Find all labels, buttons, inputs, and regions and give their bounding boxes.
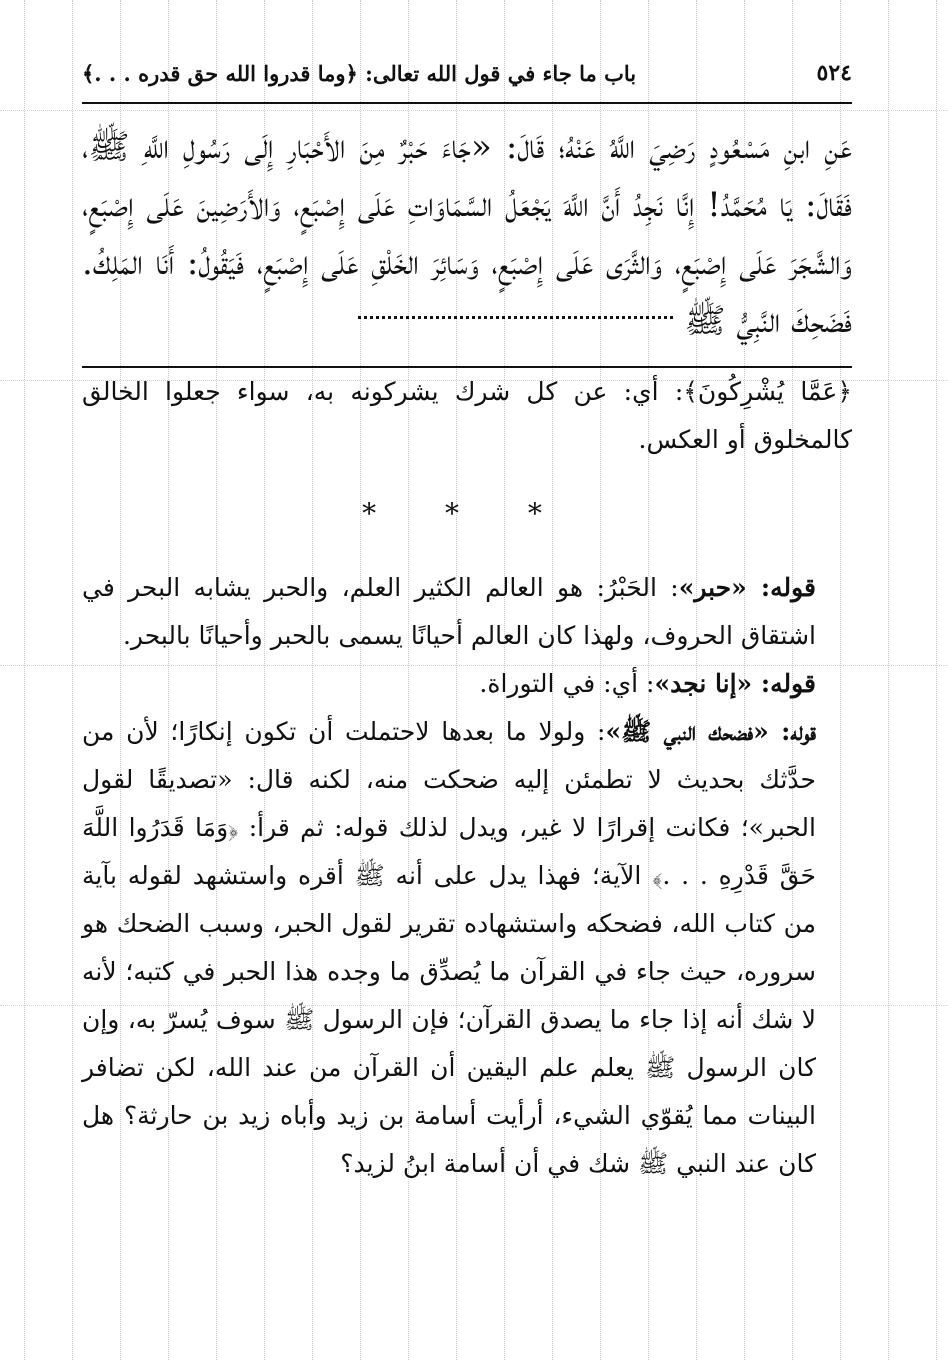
paragraph-1-lead: قوله: «حبر»: [678, 573, 816, 602]
footnote-paragraph: ﴿عَمَّا يُشْرِكُونَ﴾: أي: عن كل شرك يشركونه به، سواء جعلوا الخالق كالمخلوق أو العكس.: [82, 377, 852, 454]
paragraph-1-text: : الحَبْرُ: هو العالم الكثير العلم، والحبر يشابه البحر في اشتقاق الحروف، ولهذا كان العالم أحيانًا يسمى بالحبر وأحيانًا بالبحر.: [82, 573, 816, 650]
paragraph-2-lead: قوله: «إنا نجد»: [654, 669, 816, 698]
page-number: ٥٢٤: [816, 60, 852, 86]
running-title: باب ما جاء في قول الله تعالى: ﴿وما قدروا الله حق قدره . . .﴾: [82, 60, 637, 86]
section-separator: * * *: [362, 497, 572, 530]
paragraph-3-lead: قوله: «فضحك النبي ﷺ»: [605, 717, 816, 746]
hadith-block: [82, 104, 852, 360]
book-page: [82, 52, 852, 1188]
continuation-dots: [358, 316, 673, 319]
running-header: [82, 52, 852, 94]
paragraph-2-text: : أي: في التوراة.: [479, 669, 655, 698]
hadith-text: عَنِ ابنِ مَسْعُودٍ رَضِيَ اللَّهُ عَنْهُ؛ قَالَ: «جَاءَ حَبْرٌ مِنَ الأَحْبَارِ إِلَى رَسُولِ اللَّهِ ﷺ، فَقَالَ: يَا مُحَمَّدُ! إِنَّا نَجِدُ أَنَّ اللَّهَ يَجْعَلُ السَّمَاوَاتِ عَلَى إِصْبَعٍ، وَالأَرَضِينَ عَلَى إِصْبَعٍ، وَالشَّجَرَ عَلَى إِصْبَعٍ، وَالثَّرَى عَلَى إِصْبَعٍ، وَسَائِرَ الخَلْقِ عَلَى إِصْبَعٍ، فَيَقُولُ: أَنَا المَلِكُ. فَضَحِكَ النَّبِيُّ ﷺ: [82, 127, 852, 341]
paragraph-3: [82, 708, 852, 1188]
paragraph-3-text: : ولولا ما بعدها لاحتملت أن تكون إنكارًا؛ لأن من حدَّثك بحديث لا تطمئن إليه ضحكت منه، لكنه قال: «تصديقًا لقول الحبر»؛ فكانت إقرارًا لا غير، ويدل لذلك قوله: ثم قرأ: ﴿وَمَا قَدَرُوا اللَّهَ حَقَّ قَدْرِهِ . . .﴾ الآية؛ فهذا يدل على أنه ﷺ أقره واستشهد لقوله بآية من كتاب الله، فضحكه واستشهاده تقرير لقول الحبر، وسبب الضحك هو سروره، حيث جاء في القرآن ما يُصدِّق ما وجده هذا الحبر في كتبه؛ لأنه لا شك أنه إذا جاء ما يصدق القرآن؛ فإن الرسول ﷺ سوف يُسرّ به، وإن كان الرسول ﷺ يعلم علم اليقين أن القرآن من عند الله، لكن تضافر البينات مما يُقوّي الشيء، أرأيت أسامة بن زيد وأباه زيد بن حارثة؟ هل كان عند النبي ﷺ شك في أن أسامة ابنُ لزيد؟: [82, 717, 817, 1178]
paragraph-2: [82, 660, 852, 708]
paragraph-1: [82, 564, 852, 660]
commentary: [82, 368, 852, 1188]
